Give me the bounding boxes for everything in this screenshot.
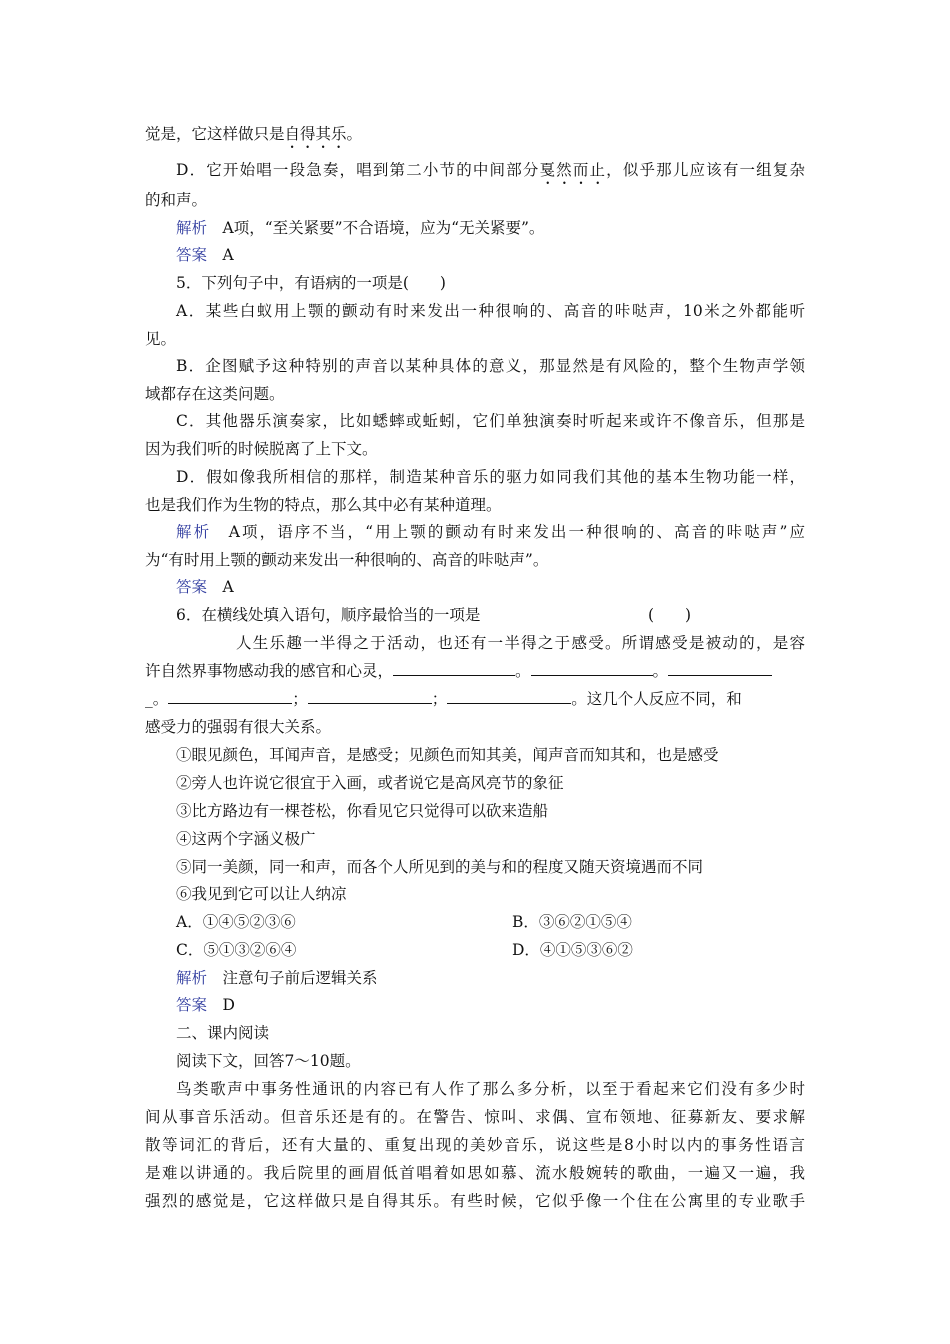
emphasis-dots: 自得其乐 [284, 125, 347, 143]
answer-label: 答案 [176, 246, 208, 264]
q5-option-d: D．假如像我所相信的那样，制造某种音乐的驱力如同我们其他的基本生物功能一样， [176, 468, 805, 486]
q6-passage-line3: _。 ； ； 。这几个人反应不同，和 [145, 687, 805, 711]
q6-analysis: 解析 注意句子前后逻辑关系 [176, 969, 378, 987]
q5-analysis: 解析 A项，语序不当，“用上颚的颤动有时来发出一种很响的、高音的咔哒声”应 [176, 523, 805, 541]
q6-item: ④这两个字涵义极广 [176, 830, 316, 848]
q6-answer: 答案 D [176, 996, 235, 1014]
q6-option-b: B．③⑥②①⑤④ [512, 913, 632, 931]
analysis-label: 解析 [176, 523, 212, 541]
emphasis-dots: 戛然而止 [539, 161, 607, 179]
q6-option-a: A．①④⑤②③⑥ [176, 913, 296, 931]
analysis-label: 解析 [176, 219, 208, 237]
q4-option-d: D．它开始唱一段急奏，唱到第二小节的中间部分戛然而止，似乎那儿应该有一组复杂 [176, 161, 805, 179]
q6-item: ②旁人也许说它很宜于入画，或者说它是高风亮节的象征 [176, 774, 564, 792]
q5-option-b-cont: 域都存在这类问题。 [145, 385, 285, 403]
q6-options-row2 [176, 938, 805, 962]
q5-option-a: A．某些白蚁用上颚的颤动有时来发出一种很响的、高音的咔哒声，10米之外都能听 [176, 302, 805, 320]
q4-tail-line: 觉是，它这样做只是自得其乐。 [145, 125, 363, 143]
answer-label: 答案 [176, 578, 208, 596]
q6-item: ③比方路边有一棵苍松，你看见它只觉得可以砍来造船 [176, 802, 549, 820]
passage-line: 是难以讲通的。我后院里的画眉低首唱着如思如慕、流水般婉转的歌曲，一遍又一遍，我 [145, 1164, 805, 1182]
q4-answer: 答案 A [176, 246, 234, 264]
q6-passage-line1: 人生乐趣一半得之于活动，也还有一半得之于感受。所谓感受是被动的，是容 [236, 634, 805, 652]
analysis-label: 解析 [176, 969, 208, 987]
q5-option-a-cont: 见。 [145, 330, 177, 348]
q4-option-d-cont: 的和声。 [145, 191, 208, 209]
section-heading: 二、课内阅读 [176, 1024, 270, 1042]
q6-passage-line2: 许自然界事物感动我的感官和心灵， 。 。 [145, 659, 805, 683]
q5-analysis-cont: 为“有时用上颚的颤动来发出一种很响的、高音的咔哒声”。 [145, 551, 549, 569]
fill-blank [393, 659, 515, 676]
q5-option-c: C．其他器乐演奏家，比如蟋蟀或蚯蚓，它们单独演奏时听起来或许不像音乐，但那是 [176, 412, 805, 430]
q6-item: ⑥我见到它可以让人纳凉 [176, 885, 347, 903]
q5-answer: 答案 A [176, 578, 234, 596]
q5-stem: 5．下列句子中，有语病的一项是( ) [176, 274, 446, 292]
q5-option-b: B．企图赋予这种特别的声音以某种具体的意义，那显然是有风险的，整个生物声学领 [176, 357, 805, 375]
q5-option-c-cont: 因为我们听的时候脱离了上下文。 [145, 440, 378, 458]
fill-blank [168, 687, 292, 704]
q6-item: ⑤同一美颜，同一和声，而各个人所见到的美与和的程度又随天资境遇而不同 [176, 858, 704, 876]
fill-blank [668, 659, 772, 676]
q4-analysis: 解析 A项，“至关紧要”不合语境，应为“无关紧要”。 [176, 219, 545, 237]
answer-label: 答案 [176, 996, 208, 1014]
q6-passage-line4: 感受力的强弱有很大关系。 [145, 718, 332, 736]
q5-option-d-cont: 也是我们作为生物的特点，那么其中必有某种道理。 [145, 496, 502, 514]
q6-option-c: C．⑤①③②⑥④ [176, 941, 297, 959]
q6-options-row1 [176, 910, 805, 934]
fill-blank [308, 687, 432, 704]
q6-stem: 6．在横线处填入语句，顺序最恰当的一项是 ( ) [176, 606, 692, 624]
passage-line: 强烈的感觉是，它这样做只是自得其乐。有些时候，它似乎像一个住在公寓里的专业歌手 [145, 1192, 805, 1210]
q6-option-d: D．④①⑤③⑥② [512, 941, 633, 959]
fill-blank [447, 687, 571, 704]
passage-line: 鸟类歌声中事务性通讯的内容已有人作了那么多分析，以至于看起来它们没有多少时 [176, 1080, 805, 1098]
fill-blank [531, 659, 653, 676]
q6-item: ①眼见颜色，耳闻声音，是感受；见颜色而知其美，闻声音而知其和，也是感受 [176, 746, 719, 764]
passage-line: 间从事音乐活动。但音乐还是有的。在警告、惊叫、求偶、宣布领地、征募新友、要求解 [145, 1108, 805, 1126]
reading-instruction: 阅读下文，回答7～10题。 [176, 1052, 361, 1070]
passage-line: 散等词汇的背后，还有大量的、重复出现的美妙音乐，说这些是8小时以内的事务性语言 [145, 1136, 805, 1154]
